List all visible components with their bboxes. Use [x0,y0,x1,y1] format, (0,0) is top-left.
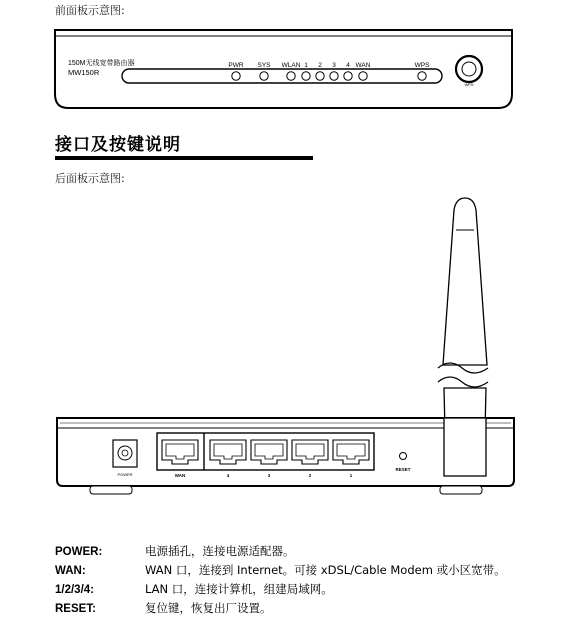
wan-port [162,440,198,464]
led-label-wan: WAN [355,62,371,69]
port-label-wan: WAN [174,473,186,478]
led-label-2: 2 [318,62,322,69]
led-label-pwr: PWR [228,62,244,69]
front-panel-diagram [50,22,520,112]
led-label-wps: WPS [414,62,430,69]
wps-button-label: WPS [464,82,474,87]
section-title: 接口及按键说明 [55,135,181,155]
port-label-2: 2 [308,473,312,478]
desc-row-reset [55,599,272,617]
rear-panel-diagram [40,190,530,510]
desc-row-wan [55,561,506,579]
led-label-4: 4 [346,62,350,69]
antenna [443,198,487,365]
led-label-sys: SYS [257,62,271,69]
led-wan [359,72,367,80]
desc-row-power [55,542,295,560]
heading-underline [55,156,313,160]
port-label-reset: RESET [395,467,411,472]
led-label-3: 3 [332,62,336,69]
led-label-1: 1 [304,62,308,69]
rear-panel-caption: 后面板示意图: [55,172,125,185]
led-lan4 [344,72,352,80]
desc-label: POWER: [55,546,103,558]
front-model-name: 150M无线宽带路由器 [68,60,135,67]
desc-label: 1/2/3/4: [55,584,94,596]
desc-text: 电源插孔，连接电源适配器。 [145,544,295,558]
desc-text: WAN 口，连接到 Internet。可接 xDSL/Cable Modem 或小区宽带。 [145,563,506,577]
lan-port-1 [333,440,369,464]
port-label-1: 1 [349,473,353,478]
desc-text: 复位键，恢复出厂设置。 [145,601,272,615]
front-panel-caption: 前面板示意图: [55,4,125,17]
led-label-wlan: WLAN [281,62,301,69]
led-pwr [232,72,240,80]
lan-port-4 [210,440,246,464]
lan-port-3 [251,440,287,464]
lan-port-2 [292,440,328,464]
led-sys [260,72,268,80]
desc-text: LAN 口，连接计算机，组建局域网。 [145,582,333,596]
reset-button [400,453,407,460]
led-strip [122,69,442,83]
front-model-code: MW150R [68,68,100,77]
desc-label: RESET: [55,603,96,615]
led-wlan [287,72,295,80]
port-label-power: POWER [117,472,133,477]
desc-label: WAN: [55,565,86,577]
led-wps [418,72,426,80]
led-lan3 [330,72,338,80]
port-label-3: 3 [267,473,271,478]
led-lan2 [316,72,324,80]
desc-row-lan [55,580,333,598]
led-lan1 [302,72,310,80]
port-label-4: 4 [226,473,230,478]
